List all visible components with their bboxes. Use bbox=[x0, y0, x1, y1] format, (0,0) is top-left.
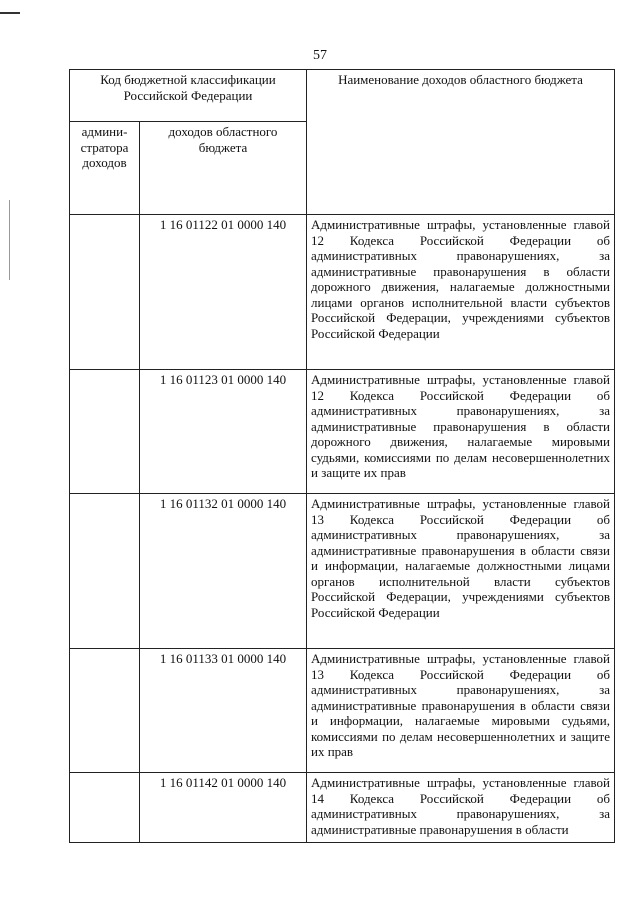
admin-cell bbox=[70, 215, 140, 370]
code-cell: 1 16 01142 01 0000 140 bbox=[140, 773, 307, 843]
header-income-name: Наименование доходов областного бюджета bbox=[307, 70, 615, 215]
admin-cell bbox=[70, 494, 140, 649]
name-cell: Административные штрафы, установленные главой 12 Кодекса Российской Федерации об административных правонарушениях, за административные правонарушения в области дорожного движения, налагаемые мировыми судьями, комиссиями по делам несовершеннолетних и защите их прав bbox=[307, 370, 615, 494]
code-cell: 1 16 01133 01 0000 140 bbox=[140, 649, 307, 773]
header-administrator: админи-стратора доходов bbox=[70, 122, 140, 215]
admin-cell bbox=[70, 773, 140, 843]
admin-cell bbox=[70, 370, 140, 494]
table-row bbox=[70, 773, 615, 843]
code-cell: 1 16 01132 01 0000 140 bbox=[140, 494, 307, 649]
table-row bbox=[70, 215, 615, 370]
name-cell: Административные штрафы, установленные главой 14 Кодекса Российской Федерации об административных правонарушениях, за административные правонарушения в области bbox=[307, 773, 615, 843]
header-classification-code: Код бюджетной классификации Российской Федерации bbox=[70, 70, 307, 122]
page-number: 57 bbox=[313, 48, 327, 63]
scan-edge-mark-left bbox=[9, 200, 10, 280]
header-income-code: доходов областного бюджета bbox=[140, 122, 307, 215]
table-row bbox=[70, 370, 615, 494]
header-row-group bbox=[70, 70, 615, 122]
scan-edge-mark-top bbox=[0, 12, 20, 14]
table-row bbox=[70, 494, 615, 649]
code-cell: 1 16 01122 01 0000 140 bbox=[140, 215, 307, 370]
admin-cell bbox=[70, 649, 140, 773]
table-row bbox=[70, 649, 615, 773]
budget-classification-table bbox=[69, 69, 615, 843]
name-cell: Административные штрафы, установленные главой 13 Кодекса Российской Федерации об административных правонарушениях, за административные правонарушения в области связи и информации, налагаемые мировыми судьями, комиссиями по делам несовершеннолетних и защите их прав bbox=[307, 649, 615, 773]
name-cell: Административные штрафы, установленные главой 12 Кодекса Российской Федерации об административных правонарушениях, за административные правонарушения в области дорожного движения, налагаемые должностными лицами органов исполнительной власти субъектов Российской Федерации, учреждениями субъектов Российской Федерации bbox=[307, 215, 615, 370]
name-cell: Административные штрафы, установленные главой 13 Кодекса Российской Федерации об административных правонарушениях, за административные правонарушения в области связи и информации, налагаемые должностными лицами органов исполнительной власти субъектов Российской Федерации, учреждениями субъектов Российской Федерации bbox=[307, 494, 615, 649]
code-cell: 1 16 01123 01 0000 140 bbox=[140, 370, 307, 494]
